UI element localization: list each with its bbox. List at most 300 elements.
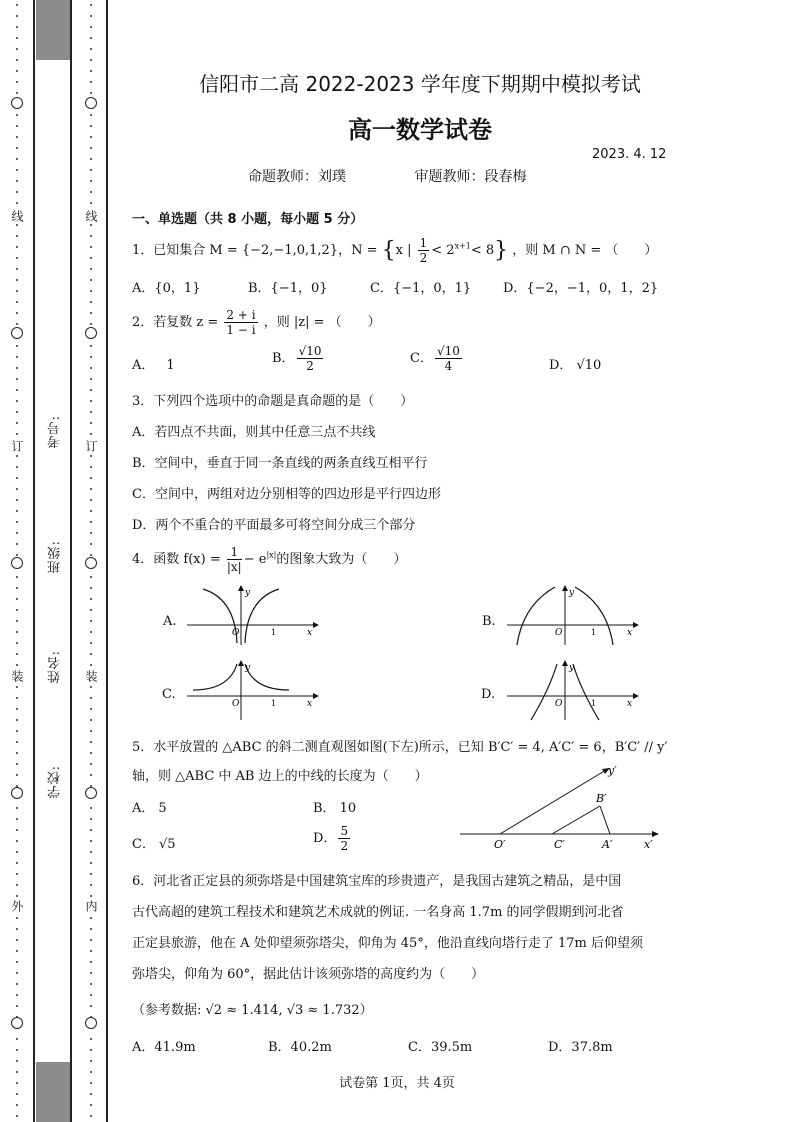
q3-option-c[interactable]: C．空间中，两组对边分别相等的四边形是平行四边形	[132, 487, 441, 502]
binding-hole-circle	[85, 787, 97, 799]
cut-dot	[90, 125, 92, 127]
outer-char-xian: 线	[10, 210, 24, 222]
cut-dot	[16, 950, 18, 952]
teacher-line	[248, 166, 590, 186]
q4-label-a[interactable]: A.	[163, 614, 177, 629]
segment-b-a	[600, 806, 610, 834]
q6-option-c[interactable]: C．39.5m	[408, 1040, 473, 1055]
cut-dot	[16, 367, 18, 369]
x-axis-arrow	[313, 622, 319, 628]
segment-c-b	[552, 806, 600, 834]
fig-label-a: A′	[602, 838, 613, 851]
cut-dot	[16, 873, 18, 875]
y-axis-arrow	[562, 660, 568, 666]
q1-set-x: x |	[395, 243, 412, 258]
cut-dot	[90, 686, 92, 688]
cut-dot	[90, 598, 92, 600]
cut-dot	[90, 180, 92, 182]
q2-option-b-num: √10	[298, 344, 322, 358]
x-label: x	[627, 699, 633, 709]
cut-dot	[16, 246, 18, 248]
cut-dot	[90, 851, 92, 853]
question-1-stem	[132, 236, 657, 265]
cut-dot	[16, 70, 18, 72]
q1-ineq2: < 8	[470, 243, 495, 258]
cut-dot	[90, 576, 92, 578]
binding-hole-circle	[85, 1017, 97, 1029]
cut-dot	[90, 1093, 92, 1095]
q5-oblique-figure	[456, 760, 666, 852]
cut-dot	[90, 994, 92, 996]
field-exam-number: 考号:	[48, 415, 63, 449]
one-label: 1	[591, 699, 597, 708]
q1-ineq: < 2	[431, 243, 455, 258]
cut-dot	[90, 840, 92, 842]
cut-dot	[90, 873, 92, 875]
cut-dot	[90, 752, 92, 754]
x-axis-arrow	[313, 693, 319, 699]
cut-dot	[16, 455, 18, 457]
origin-label: O	[232, 628, 240, 638]
q4-stem-c: 的图象大致为（ ）	[276, 552, 407, 567]
cut-dot	[90, 532, 92, 534]
cut-dot	[16, 312, 18, 314]
exam-date: 2023. 4. 12	[592, 147, 667, 162]
cut-dot	[16, 345, 18, 347]
cut-dot	[90, 422, 92, 424]
y-label: y	[245, 588, 251, 598]
fig-label-y: y′	[608, 764, 617, 777]
cut-dot	[16, 928, 18, 930]
cut-dot	[90, 972, 92, 974]
cut-dot	[90, 235, 92, 237]
cut-dot	[90, 312, 92, 314]
cut-dot	[90, 499, 92, 501]
q3-option-b[interactable]: B．空间中，垂直于同一条直线的两条直线互相平行	[132, 456, 428, 471]
cut-dot	[16, 532, 18, 534]
cut-dot	[16, 26, 18, 28]
cut-dot	[16, 719, 18, 721]
cut-dot	[90, 257, 92, 259]
cut-dot	[90, 367, 92, 369]
exam-subtitle: 高一数学试卷	[348, 116, 492, 144]
cut-dot	[90, 554, 92, 556]
cut-dot	[90, 202, 92, 204]
cut-dot	[16, 1093, 18, 1095]
outer-char-wai: 外	[10, 900, 24, 912]
one-label: 1	[591, 628, 597, 637]
cut-dot	[90, 609, 92, 611]
cut-dot	[16, 92, 18, 94]
cut-dot	[16, 433, 18, 435]
cut-dot	[16, 268, 18, 270]
binding-hole-circle	[85, 327, 97, 339]
cut-dot	[16, 972, 18, 974]
q2-option-c-label: C．	[410, 351, 433, 366]
cut-dot	[90, 356, 92, 358]
cut-dot	[90, 983, 92, 985]
fig-label-o: O′	[494, 838, 506, 851]
x-axis-arrow	[633, 693, 639, 699]
x-prime-arrow	[652, 831, 659, 837]
cut-dot	[90, 246, 92, 248]
cut-dot	[90, 829, 92, 831]
q1-fraction	[418, 236, 430, 265]
cut-dot	[16, 1049, 18, 1051]
cut-dot	[90, 433, 92, 435]
cut-dot	[90, 301, 92, 303]
cut-dot	[16, 301, 18, 303]
bottom-gray-tab	[36, 1062, 70, 1122]
cut-dot	[16, 499, 18, 501]
q5-option-b[interactable]	[313, 797, 356, 816]
q5-option-c[interactable]	[132, 833, 176, 852]
inner-binding-line-left	[70, 0, 72, 1122]
binding-hole-circle	[11, 787, 23, 799]
cut-dot	[16, 4, 18, 6]
cut-dot	[16, 807, 18, 809]
cut-dot	[90, 70, 92, 72]
fig-label-c: C′	[554, 838, 565, 851]
top-gray-tab	[36, 0, 70, 60]
q4-graph-a	[185, 585, 320, 647]
cut-dot	[16, 202, 18, 204]
cut-dot	[90, 466, 92, 468]
curve-right	[573, 664, 599, 720]
q2-option-d-label: D．	[549, 358, 573, 373]
cut-dot	[90, 884, 92, 886]
reviewer-teacher: 审题教师：段春梅	[414, 169, 527, 185]
cut-dot	[90, 1038, 92, 1040]
cut-dot	[16, 169, 18, 171]
cut-dot	[90, 862, 92, 864]
cut-dot	[90, 59, 92, 61]
cut-dot	[90, 158, 92, 160]
curve-left	[193, 664, 237, 690]
q2-option-c-frac	[435, 344, 462, 373]
cut-dot	[16, 1005, 18, 1007]
cut-dot	[90, 928, 92, 930]
x-label: x	[307, 628, 313, 638]
setter-teacher: 命题教师：刘璞	[248, 169, 346, 185]
outer-char-ding: 订	[10, 440, 24, 452]
cut-dot	[16, 191, 18, 193]
cut-dot	[90, 917, 92, 919]
cut-dot	[90, 224, 92, 226]
cut-dot	[16, 136, 18, 138]
question-5-line1: 5．水平放置的 △ABC 的斜二测直观图如图(下左)所示，已知 B′C′ = 4, A′C′ = 6，B′C′ // y′	[132, 740, 668, 755]
cut-dot	[16, 697, 18, 699]
q4-label-c[interactable]: C.	[162, 687, 176, 702]
cut-dot	[90, 1115, 92, 1117]
field-school: 学校:	[48, 765, 63, 799]
q5-option-a[interactable]	[132, 797, 167, 816]
q6-option-b[interactable]: B．40.2m	[268, 1040, 332, 1055]
cut-dot	[90, 411, 92, 413]
page-footer: 试卷第 1页，共 4页	[339, 1076, 455, 1091]
field-class: 班级:	[48, 540, 63, 574]
cut-dot	[90, 939, 92, 941]
q6-option-a[interactable]: A．41.9m	[132, 1040, 196, 1055]
cut-dot	[16, 411, 18, 413]
q2-frac-num: 2 + i	[226, 308, 256, 322]
q2-option-c[interactable]	[410, 344, 464, 373]
cut-dot	[16, 477, 18, 479]
inner-char-nei: 内	[84, 900, 98, 912]
q2-stem-a: 2．若复数 z =	[132, 315, 219, 330]
cut-dot	[90, 543, 92, 545]
cut-dot	[16, 37, 18, 39]
cut-dot	[90, 653, 92, 655]
cut-dot	[16, 554, 18, 556]
q2-option-b-label: B．	[272, 351, 295, 366]
q5-option-d[interactable]	[313, 824, 352, 853]
cut-dot	[16, 290, 18, 292]
q1-frac-den: 2	[419, 251, 428, 265]
q2-option-b[interactable]	[272, 344, 325, 373]
q1-frac-num: 1	[419, 236, 428, 250]
cut-dot	[90, 521, 92, 523]
q3-option-d[interactable]: D．两个不重合的平面最多可将空间分成三个部分	[132, 518, 416, 533]
cut-dot	[90, 290, 92, 292]
cut-dot	[16, 961, 18, 963]
q5-option-b-label: B．	[313, 801, 336, 816]
cut-dot	[90, 48, 92, 50]
q5-option-b-value: 10	[339, 801, 357, 816]
cut-dot	[16, 400, 18, 402]
cut-dot	[90, 455, 92, 457]
origin-label: O	[232, 699, 240, 709]
outer-char-zhuang: 装	[10, 670, 24, 682]
curve-left	[531, 664, 557, 720]
cut-dot	[16, 829, 18, 831]
binding-hole-circle	[11, 327, 23, 339]
cut-dot	[16, 917, 18, 919]
cut-dot	[90, 1060, 92, 1062]
binding-hole-circle	[11, 97, 23, 109]
origin-label: O	[555, 699, 563, 709]
q4-exp: |x|	[266, 550, 277, 560]
cut-dot	[90, 719, 92, 721]
q2-option-b-frac	[297, 344, 324, 373]
q3-option-a[interactable]: A．若四点不共面，则其中任意三点不共线	[132, 425, 376, 440]
curve-right	[245, 664, 289, 690]
cut-dot	[90, 587, 92, 589]
q2-option-c-den: 4	[444, 359, 453, 373]
one-label: 1	[271, 699, 277, 708]
cut-dot	[16, 983, 18, 985]
cut-dot	[16, 686, 18, 688]
cut-dot	[16, 158, 18, 160]
q5-option-a-label: A．	[132, 801, 155, 816]
cut-dot	[90, 807, 92, 809]
cut-dot	[16, 840, 18, 842]
cut-dot	[90, 26, 92, 28]
x-label: x	[307, 699, 313, 709]
q5-option-d-num: 5	[340, 824, 349, 838]
cut-dot	[16, 642, 18, 644]
cut-dot	[90, 378, 92, 380]
cut-dot	[16, 598, 18, 600]
cut-dot	[90, 631, 92, 633]
cut-dot	[90, 620, 92, 622]
cut-dot	[16, 224, 18, 226]
cut-dot	[16, 510, 18, 512]
cut-dot	[90, 664, 92, 666]
cut-dot	[16, 763, 18, 765]
q6-option-d[interactable]: D．37.8m	[548, 1040, 613, 1055]
section-heading: 一、单选题（共 8 小题，每小题 5 分）	[132, 212, 364, 227]
cut-dot	[16, 257, 18, 259]
cut-dot	[16, 466, 18, 468]
cut-dot	[90, 477, 92, 479]
x-axis-arrow	[633, 622, 639, 628]
cut-dot	[16, 620, 18, 622]
cut-dot	[16, 895, 18, 897]
x-label: x	[627, 628, 633, 638]
cut-dot	[16, 488, 18, 490]
cut-dot	[16, 48, 18, 50]
cut-dot	[90, 1104, 92, 1106]
cut-dot	[16, 631, 18, 633]
q4-graph-b	[505, 585, 640, 647]
curve-left	[517, 587, 555, 645]
cut-dot	[90, 510, 92, 512]
q1-option-b[interactable]: B．{−1，0}	[248, 281, 328, 296]
inner-char-zhuang: 装	[84, 670, 98, 682]
cut-dot	[16, 378, 18, 380]
q4-label-d[interactable]: D.	[481, 687, 496, 702]
inner-char-ding: 订	[84, 440, 98, 452]
cut-dot	[16, 125, 18, 127]
question-6-reference: （参考数据: √2 ≈ 1.414, √3 ≈ 1.732）	[132, 1003, 373, 1018]
binding-hole-circle	[11, 1017, 23, 1029]
cut-dot	[16, 1038, 18, 1040]
cut-dot	[90, 697, 92, 699]
y-prime-axis	[500, 770, 606, 834]
q4-label-b[interactable]: B.	[482, 614, 496, 629]
cut-dot	[90, 323, 92, 325]
cut-dot	[90, 169, 92, 171]
inner-binding-line-right	[106, 0, 108, 1122]
q1-stem-a: 1．已知集合 M = {−2,−1,0,1,2}，N =	[132, 243, 378, 258]
y-axis-arrow	[562, 585, 568, 591]
y-axis-arrow	[238, 660, 244, 666]
q2-option-b-den: 2	[306, 359, 314, 373]
cut-dot	[90, 488, 92, 490]
y-label: y	[245, 663, 251, 673]
fig-label-b: B′	[596, 792, 607, 805]
cut-dot	[16, 708, 18, 710]
q4-graph-c	[185, 660, 320, 722]
q1-exp: x+1	[454, 241, 471, 251]
cut-dot	[90, 741, 92, 743]
cut-dot	[90, 81, 92, 83]
binding-hole-circle	[85, 97, 97, 109]
cut-dot	[90, 950, 92, 952]
cut-dot	[16, 15, 18, 17]
q4-stem-a: 4．函数 f(x) =	[132, 552, 221, 567]
fig-label-x: x′	[644, 838, 653, 851]
cut-dot	[16, 543, 18, 545]
q2-stem-b: ，则 |z| = （ ）	[263, 315, 381, 330]
q1-stem-b: ，则 M ∩ N = （ ）	[512, 243, 658, 258]
cut-dot	[16, 994, 18, 996]
cut-dot	[16, 180, 18, 182]
q1-option-a[interactable]: A．{0，1}	[132, 281, 201, 296]
q4-frac-num: 1	[227, 545, 242, 560]
q1-option-c[interactable]: C．{−1，0，1}	[370, 281, 472, 296]
q2-fraction	[224, 308, 257, 337]
cut-dot	[16, 653, 18, 655]
cut-dot	[90, 147, 92, 149]
cut-dot	[16, 323, 18, 325]
cut-dot	[16, 356, 18, 358]
q5-option-a-value: 5	[158, 801, 167, 816]
exam-title: 信阳市二高 2022-2023 学年度下期期中模拟考试	[199, 72, 641, 96]
cut-dot	[16, 114, 18, 116]
cut-dot	[90, 136, 92, 138]
question-3-stem: 3．下列四个选项中的命题是真命题的是（ ）	[132, 394, 414, 409]
cut-dot	[16, 884, 18, 886]
cut-dot	[90, 191, 92, 193]
question-6-line3: 正定县旅游，他在 A 处仰望须弥塔尖，仰角为 45°，他沿直线向塔行走了 17m 后仰望须	[132, 936, 643, 951]
cut-dot	[16, 1115, 18, 1117]
origin-label: O	[555, 628, 563, 638]
cut-dot	[90, 774, 92, 776]
question-6-line2: 古代高超的建筑工程技术和建筑艺术成就的例证. 一名身高 1.7m 的同学假期到河北省	[132, 905, 624, 920]
question-6-line1: 6．河北省正定县的须弥塔是中国建筑宝库的珍贵遗产，是我国古建筑之精品，是中国	[132, 874, 622, 889]
cut-dot	[16, 752, 18, 754]
y-label: y	[569, 588, 575, 598]
outer-binding-line	[33, 0, 35, 1122]
q2-option-c-num: √10	[436, 344, 460, 358]
q4-fraction	[227, 545, 242, 574]
cut-dot	[90, 4, 92, 6]
question-6-line4: 弥塔尖，仰角为 60°，据此估计该须弥塔的高度约为（ ）	[132, 967, 485, 982]
cut-dot	[16, 59, 18, 61]
cut-dot	[16, 851, 18, 853]
cut-dot	[90, 1005, 92, 1007]
cut-dot	[16, 81, 18, 83]
cut-dot	[16, 939, 18, 941]
cut-dot	[16, 609, 18, 611]
one-label: 1	[271, 628, 277, 637]
cut-dot	[90, 389, 92, 391]
cut-dot	[90, 763, 92, 765]
q4-graph-d	[505, 660, 640, 722]
cut-dot	[16, 389, 18, 391]
question-2-stem	[132, 308, 381, 337]
cut-dot	[16, 147, 18, 149]
q1-option-d[interactable]: D．{−2，−1，0，1，2}	[503, 281, 659, 296]
q1-brace-close: }	[494, 238, 509, 263]
q2-option-a[interactable]	[132, 354, 175, 373]
q2-option-d[interactable]	[549, 354, 601, 373]
q4-stem-b: − e	[243, 552, 267, 567]
cut-dot	[16, 1104, 18, 1106]
cut-dot	[90, 730, 92, 732]
cut-dot	[16, 774, 18, 776]
q2-option-a-label: A．	[132, 358, 155, 373]
q5-option-c-value: √5	[158, 837, 176, 852]
cut-dot	[90, 400, 92, 402]
q2-frac-den: 1 − i	[226, 323, 256, 337]
cut-dot	[90, 895, 92, 897]
q5-option-d-label: D．	[313, 831, 337, 846]
cut-dot	[90, 114, 92, 116]
cut-dot	[90, 642, 92, 644]
